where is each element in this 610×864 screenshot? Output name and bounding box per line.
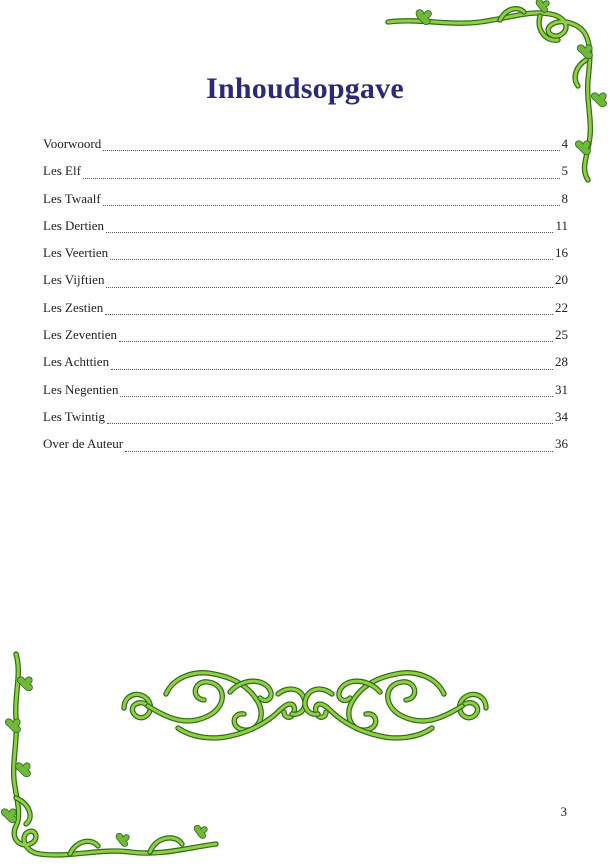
celtic-vine-corner-bottom-left-icon: [0, 648, 230, 864]
toc-entry[interactable]: [43, 380, 568, 407]
toc-entry-page: 20: [555, 272, 568, 288]
toc-entry-title: Les Zeventien: [43, 327, 117, 343]
toc-leader-dots: [105, 313, 553, 315]
toc-leader-dots: [83, 177, 560, 179]
toc-entry-title: Les Vijftien: [43, 272, 105, 288]
toc-entry[interactable]: [43, 352, 568, 379]
toc-leader-dots: [107, 422, 553, 424]
toc-entry[interactable]: [43, 407, 568, 434]
toc-entry[interactable]: [43, 134, 568, 161]
toc-leader-dots: [106, 286, 553, 288]
toc-entry-page: 28: [555, 354, 568, 370]
toc-entry[interactable]: [43, 325, 568, 352]
toc-leader-dots: [110, 258, 553, 260]
toc-entry[interactable]: [43, 298, 568, 325]
table-of-contents: [43, 134, 568, 462]
toc-leader-dots: [120, 395, 553, 397]
toc-entry-page: 25: [555, 327, 568, 343]
toc-entry-page: 11: [555, 217, 568, 233]
toc-entry[interactable]: [43, 434, 568, 461]
toc-entry-page: 4: [561, 136, 568, 151]
toc-entry[interactable]: [43, 161, 568, 188]
toc-entry-title: Les Achttien: [43, 354, 110, 370]
page-number: 3: [560, 804, 567, 819]
toc-entry-title: Les Negentien: [43, 381, 119, 397]
toc-entry-title: Les Zestien: [43, 299, 104, 315]
toc-entry-page: 31: [555, 381, 568, 397]
toc-leader-dots: [106, 231, 553, 233]
toc-entry-title: Les Twintig: [43, 408, 106, 424]
toc-entry[interactable]: [43, 189, 568, 216]
toc-entry-title: Les Dertien: [43, 217, 105, 233]
toc-entry-page: 5: [561, 163, 568, 179]
toc-entry-title: Les Veertien: [43, 245, 109, 261]
toc-entry-title: Voorwoord: [43, 136, 102, 151]
toc-entry-page: 22: [555, 299, 568, 315]
toc-entry[interactable]: [43, 243, 568, 270]
toc-entry-page: 34: [555, 408, 568, 424]
toc-leader-dots: [111, 368, 553, 370]
toc-entry-title: Les Elf: [43, 163, 81, 179]
toc-leader-dots: [125, 450, 553, 452]
toc-leader-dots: [103, 149, 559, 151]
toc-entry-page: 36: [555, 436, 568, 452]
toc-leader-dots: [103, 204, 560, 206]
page-title: Inhoudsopgave: [206, 72, 404, 106]
toc-entry-title: Les Twaalf: [43, 190, 101, 206]
toc-entry[interactable]: [43, 216, 568, 243]
toc-entry-page: 8: [561, 190, 568, 206]
toc-entry-title: Over de Auteur: [43, 436, 124, 452]
toc-entry-page: 16: [555, 245, 568, 261]
toc-leader-dots: [119, 340, 553, 342]
toc-entry[interactable]: [43, 270, 568, 297]
